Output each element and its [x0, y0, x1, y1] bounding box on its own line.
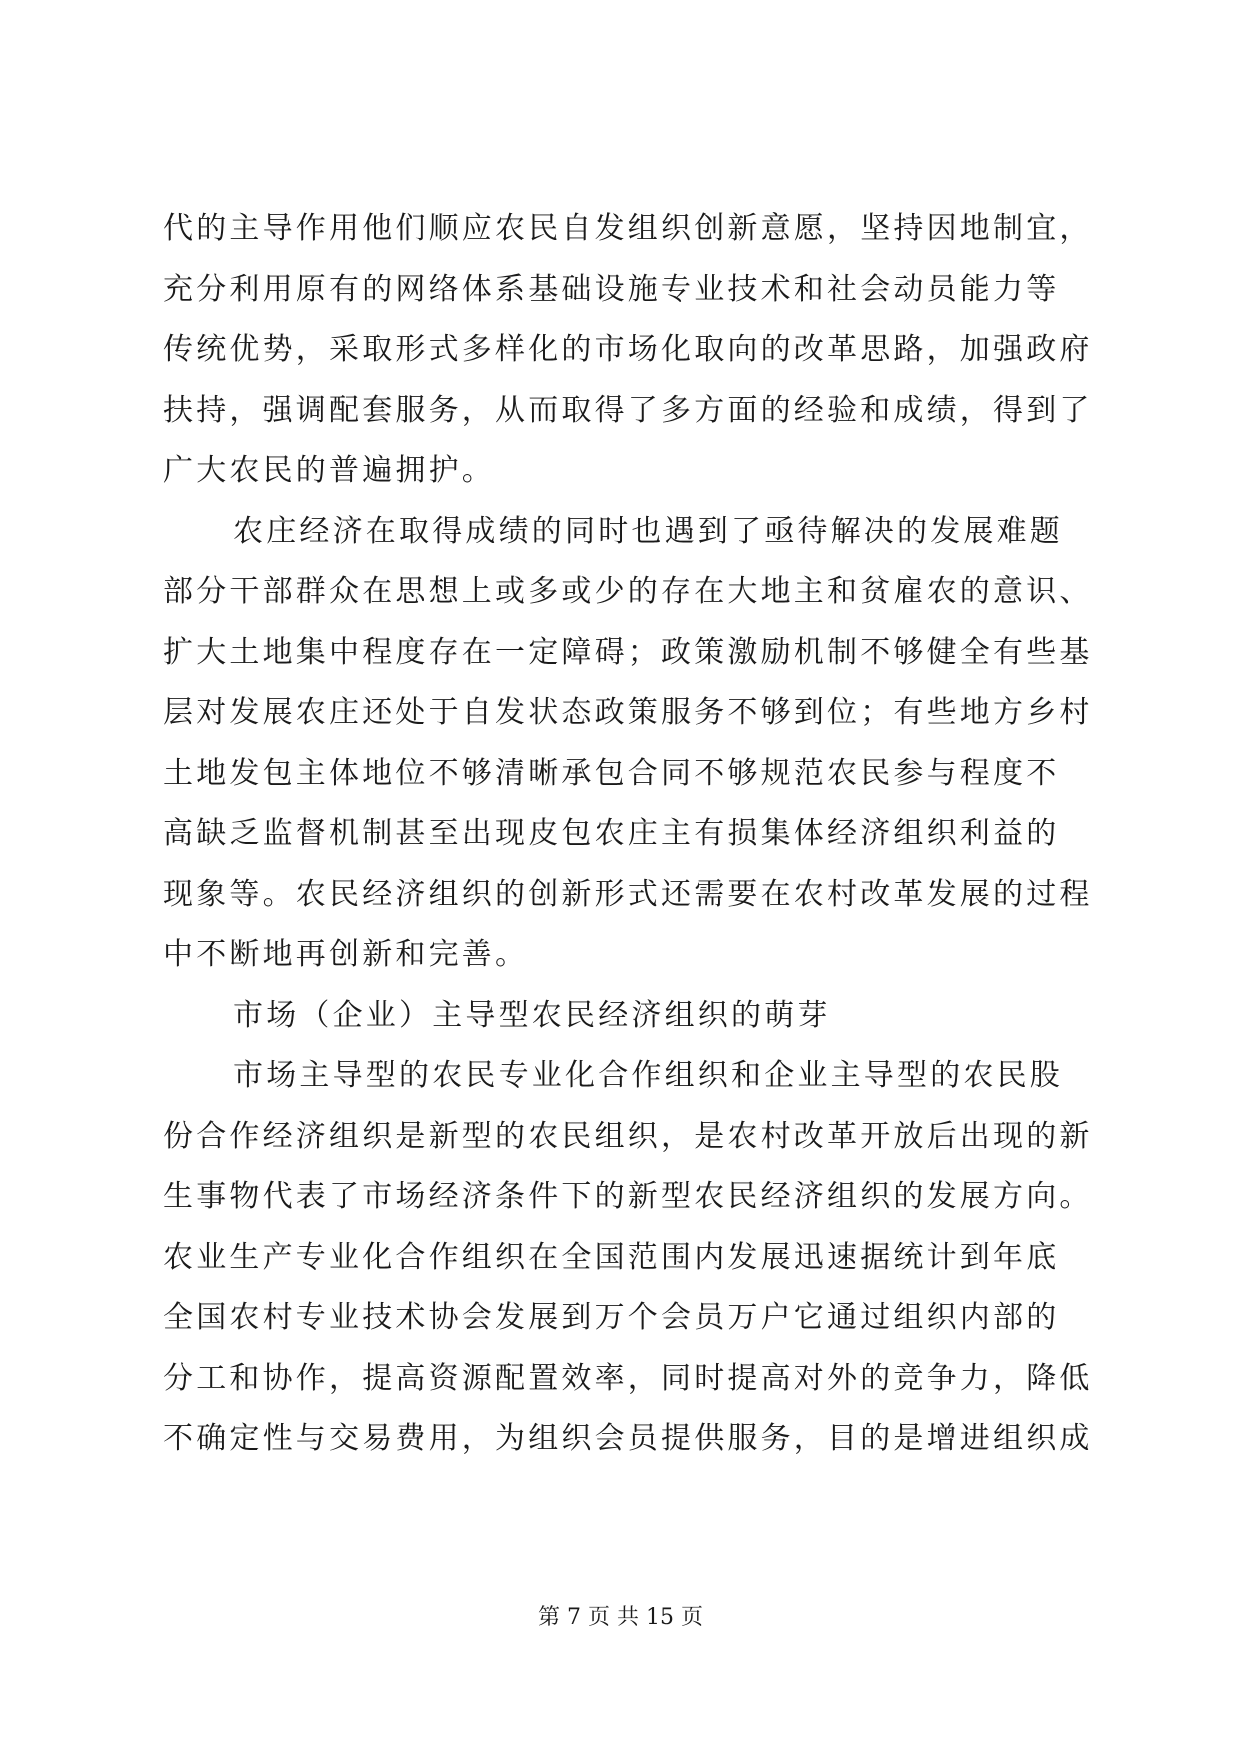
text-line: 部分干部群众在思想上或多或少的存在大地主和贫雇农的意识、 [163, 574, 1093, 609]
body-text [163, 199, 1093, 1470]
text-line: 中不断地再创新和完善。 [163, 937, 529, 972]
text-line: 代的主导作用他们顺应农民自发组织创新意愿，坚持因地制宜， [163, 211, 1093, 246]
text-line: 广大农民的普遍拥护。 [163, 453, 495, 488]
text-line: 生事物代表了市场经济条件下的新型农民经济组织的发展方向。 [163, 1179, 1093, 1214]
text-line: 扶持，强调配套服务，从而取得了多方面的经验和成绩，得到了 [163, 392, 1093, 428]
text-line: 充分利用原有的网络体系基础设施专业技术和社会动员能力等 [163, 271, 1060, 307]
paragraph-start-line: 农庄经济在取得成绩的同时也遇到了亟待解决的发展难题 [233, 513, 1063, 549]
text-line: 高缺乏监督机制甚至出现皮包农庄主有损集体经济组织利益的 [163, 816, 1060, 851]
text-line: 农业生产专业化合作组织在全国范围内发展迅速据统计到年底 [163, 1239, 1060, 1275]
text-line: 层对发展农庄还处于自发状态政策服务不够到位；有些地方乡村 [163, 695, 1093, 730]
text-line: 现象等。农民经济组织的创新形式还需要在农村改革发展的过程 [163, 876, 1093, 912]
section-heading: 市场（企业）主导型农民经济组织的萌芽 [233, 997, 831, 1033]
text-line: 扩大土地集中程度存在一定障碍；政策激励机制不够健全有些基 [163, 634, 1093, 670]
text-line: 传统优势，采取形式多样化的市场化取向的改革思路，加强政府 [163, 332, 1093, 367]
text-line: 分工和协作，提高资源配置效率，同时提高对外的竞争力，降低 [163, 1360, 1093, 1396]
text-line: 不确定性与交易费用，为组织会员提供服务，目的是增进组织成 [163, 1421, 1093, 1456]
page-number-footer: 第 7 页 共 15 页 [538, 1605, 703, 1630]
text-line: 份合作经济组织是新型的农民组织，是农村改革开放后出现的新 [163, 1118, 1093, 1154]
text-line: 土地发包主体地位不够清晰承包合同不够规范农民参与程度不 [163, 755, 1060, 791]
paragraph-start-line: 市场主导型的农民专业化合作组织和企业主导型的农民股 [233, 1058, 1063, 1093]
text-line: 全国农村专业技术协会发展到万个会员万户它通过组织内部的 [163, 1300, 1060, 1335]
